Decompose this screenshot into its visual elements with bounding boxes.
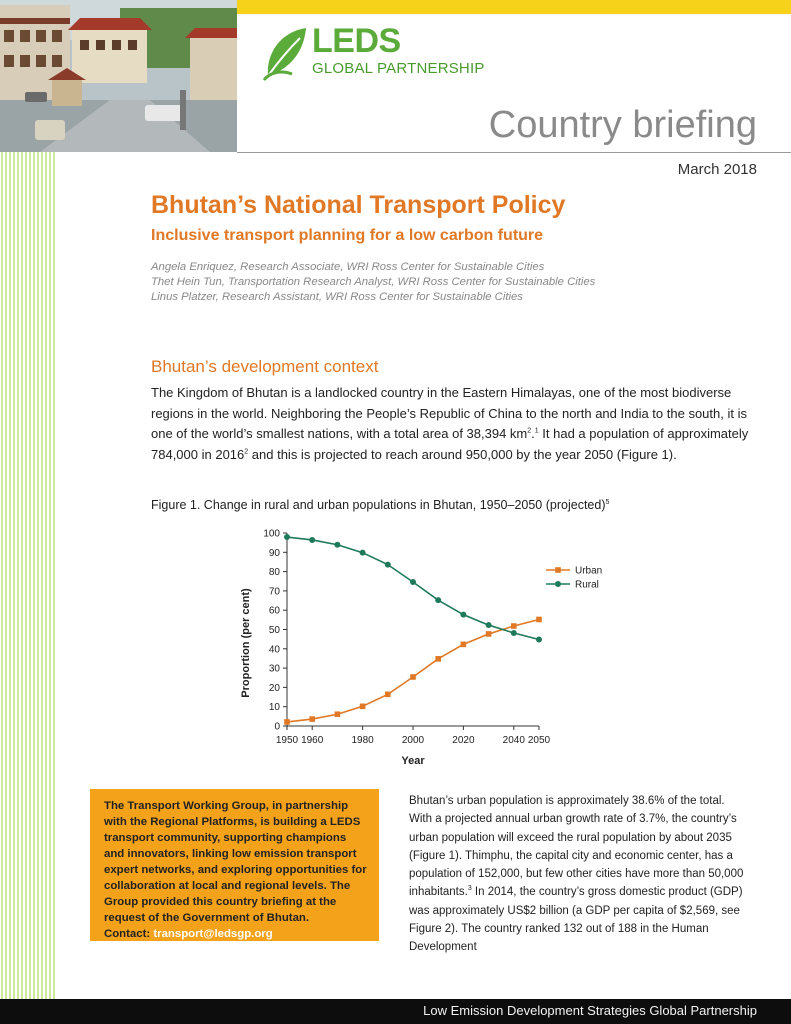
data-point-rural [410,579,416,585]
legend-label-rural: Rural [575,579,599,591]
contact-email-link[interactable]: transport@ledsgp.org [153,928,273,940]
data-point-urban [284,719,290,725]
footer-bar [0,999,791,1024]
x-tick-label: 2000 [401,735,425,746]
data-point-rural [435,597,441,603]
y-tick-label: 50 [268,625,280,636]
legend-marker-rural [555,581,561,587]
superscript-area: 2 [527,427,532,435]
data-point-urban [511,623,517,629]
data-point-urban [385,692,391,698]
data-point-urban [360,704,366,710]
y-tick-label: 100 [263,528,280,540]
document-subtitle: Inclusive transport planning for a low carbon future [151,227,544,244]
data-point-rural [385,562,391,568]
header-band [237,0,791,14]
data-point-rural [284,534,290,540]
logo-subtitle: GLOBAL PARTNERSHIP [312,60,485,77]
publication-date: March 2018 [677,161,757,178]
author-line: Angela Enriquez, Research Associate, WRI Ross Center for Sustainable Cities [151,261,545,273]
series-line-rural [287,537,539,639]
y-tick-label: 30 [268,663,280,675]
x-axis-label: Year [401,755,425,767]
author-list [151,260,595,305]
data-point-urban [486,631,492,637]
legend-label-urban: Urban [575,565,603,577]
x-tick-label: 2050 [527,735,551,746]
author-line: Thet Hein Tun, Transportation Research Analyst, WRI Ross Center for Sustainable Cities [151,276,596,288]
y-axis-label: Proportion (per cent) [240,588,252,698]
y-tick-label: 0 [274,721,280,733]
document-type: Country briefing [488,104,757,146]
document-title: Bhutan’s National Transport Policy [151,191,566,219]
data-point-urban [461,642,467,648]
town-street-image [0,0,237,152]
data-point-rural [460,612,466,618]
figure-caption [151,498,609,512]
x-tick-label: 1950 [275,735,299,746]
intro-text: The Kingdom of Bhutan is a landlocked country in the Eastern Himalayas, one of the most biodiverse regions in the world. Neighboring the People’s Republic of China to the north and India to the south, it is one of the world’s smallest nations, with a total area of 38,394 km [151,385,747,441]
population-chart [236,525,603,775]
x-tick-label: 2020 [452,735,475,746]
body-paragraph [409,792,749,957]
body-text: In 2014, the country’s gross domestic product (GDP) was approximately US$2 billion (a GDP per capita of $2,569, see Figure 2). The country ranked 132 out of 188 in the Human Development [409,886,743,954]
y-tick-label: 20 [268,682,280,694]
y-tick-label: 90 [268,547,280,559]
section-heading: Bhutan’s development context [151,357,379,376]
body-text: Bhutan’s urban population is approximately 38.6% of the total. With a projected annual urban growth rate of 3.7%, the country’s urban population will exceed the rural population by about 2035 (Figure 1). Thimphu, the capital city and economic center, has a population of 152,000, but few other cities have more than 50,000 inhabitants. [409,795,744,899]
data-point-urban [309,716,315,722]
logo-wordmark: LEDS [312,22,401,60]
data-point-rural [511,630,517,636]
leaf-icon [262,24,308,82]
footnote-ref: 1 [534,427,539,435]
footnote-ref: 2 [244,448,249,456]
data-point-rural [536,637,542,643]
x-tick-label: 1960 [301,735,324,746]
footer-text: Low Emission Development Strategies Global Partnership [423,1003,757,1018]
contact-label: Contact: [104,928,154,940]
data-point-urban [435,656,441,662]
intro-text: It had a population of approximately 784,000 in 2016 [151,426,749,462]
data-point-rural [334,542,340,548]
y-tick-label: 40 [268,644,280,656]
intro-text: and this is projected to reach around 950,000 by the year 2050 (Figure 1). [248,446,677,462]
data-point-urban [410,674,416,680]
callout-text: The Transport Working Group, in partnership with the Regional Platforms, is building a LEDS transport community, supporting champions and innovators, linking low emission transport expert networks, and exploring opportunities for collaboration at local and regional levels. The Group provided this country briefing at the request of the Government of Bhutan. [104,800,367,924]
header-divider [237,152,791,153]
data-point-rural [309,537,315,543]
author-line: Linus Platzer, Research Assistant, WRI Ross Center for Sustainable Cities [151,291,523,303]
series-line-urban [287,619,539,721]
data-point-rural [486,622,492,628]
working-group-callout [90,789,379,941]
legend-marker-urban [555,567,561,573]
y-tick-label: 10 [268,702,280,714]
data-point-urban [335,711,341,717]
header-photo [0,0,237,152]
figure-caption-text: Figure 1. Change in rural and urban populations in Bhutan, 1950–2050 (projected) [151,498,606,512]
intro-paragraph: The Kingdom of Bhutan is a landlocked country in the Eastern Himalayas, one of the most biodiverse regions in the world. Neighboring the People’s Republic of China to the north and India to the south, it is one of the world’s smallest nations, with a total area of 38,394 $km^2.^1$ It had a population of approximately 784,000 in 2016$^2$ and this is projected to reach around 950,000 by the year 2050 (Figure 1). [151,385,749,462]
footnote-ref: 3 [467,885,472,893]
x-tick-label: 1980 [351,735,374,746]
x-tick-label: 2040 [502,735,525,746]
footnote-ref: 5 [605,498,610,506]
data-point-urban [536,617,542,623]
data-point-rural [360,550,366,556]
y-tick-label: 80 [268,567,280,579]
decorative-stripes [0,152,60,1000]
line-chart [236,525,603,775]
y-tick-label: 70 [268,586,280,598]
leds-logo[interactable] [262,24,522,84]
y-tick-label: 60 [268,605,280,617]
